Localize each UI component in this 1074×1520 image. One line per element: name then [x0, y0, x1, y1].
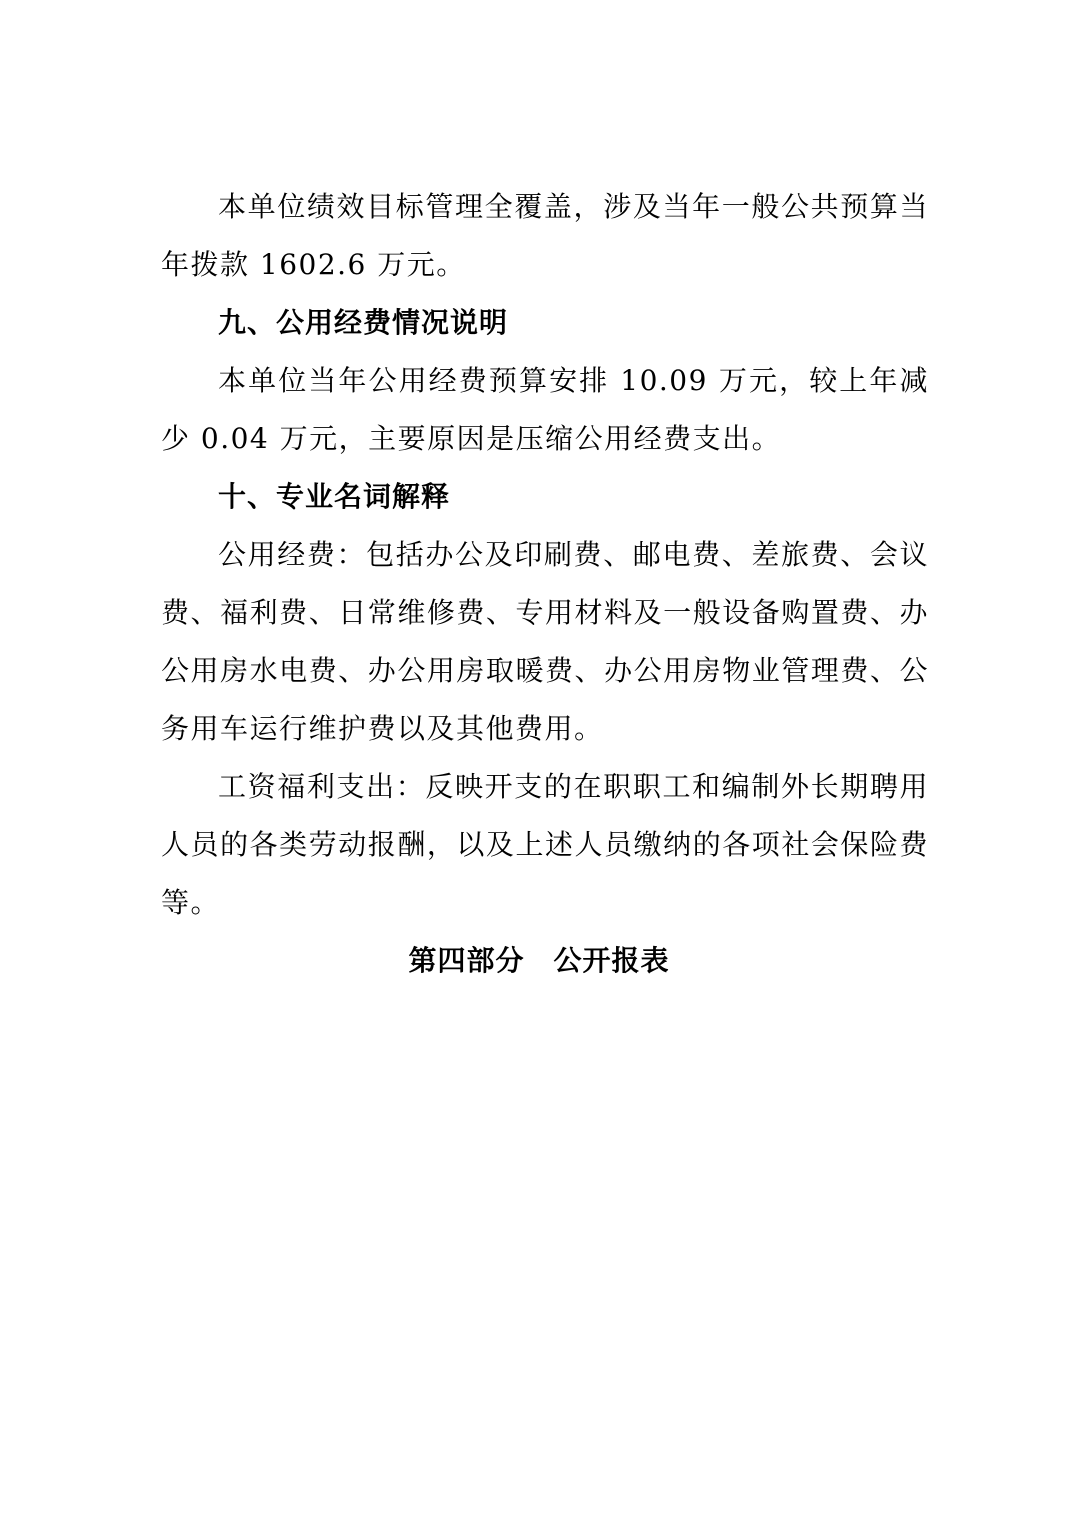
glossary-wage-welfare-paragraph: 工资福利支出：反映开支的在职职工和编制外长期聘用人员的各类劳动报酬，以及上述人员缴纳的各项社会保险费等。 [161, 770, 929, 919]
section-heading-public-funds: 九、公用经费情况说明 [218, 306, 509, 339]
glossary-public-funds-paragraph: 公用经费：包括办公及印刷费、邮电费、差旅费、会议费、福利费、日常维修费、专用材料及一般设备购置费、办公用房水电费、办公用房取暖费、办公用房物业管理费、公务用车运行维护费以及其他费用。 [161, 538, 929, 745]
performance-target-paragraph: 本单位绩效目标管理全覆盖，涉及当年一般公共预算当年拨款 1602.6 万元。 [161, 190, 929, 281]
section-heading-glossary: 十、专业名词解释 [218, 480, 451, 513]
part-four-title: 第四部分 公开报表 [408, 944, 670, 977]
public-funds-paragraph: 本单位当年公用经费预算安排 10.09 万元，较上年减少 0.04 万元，主要原因是压缩公用经费支出。 [161, 364, 929, 455]
document-page [161, 178, 929, 990]
